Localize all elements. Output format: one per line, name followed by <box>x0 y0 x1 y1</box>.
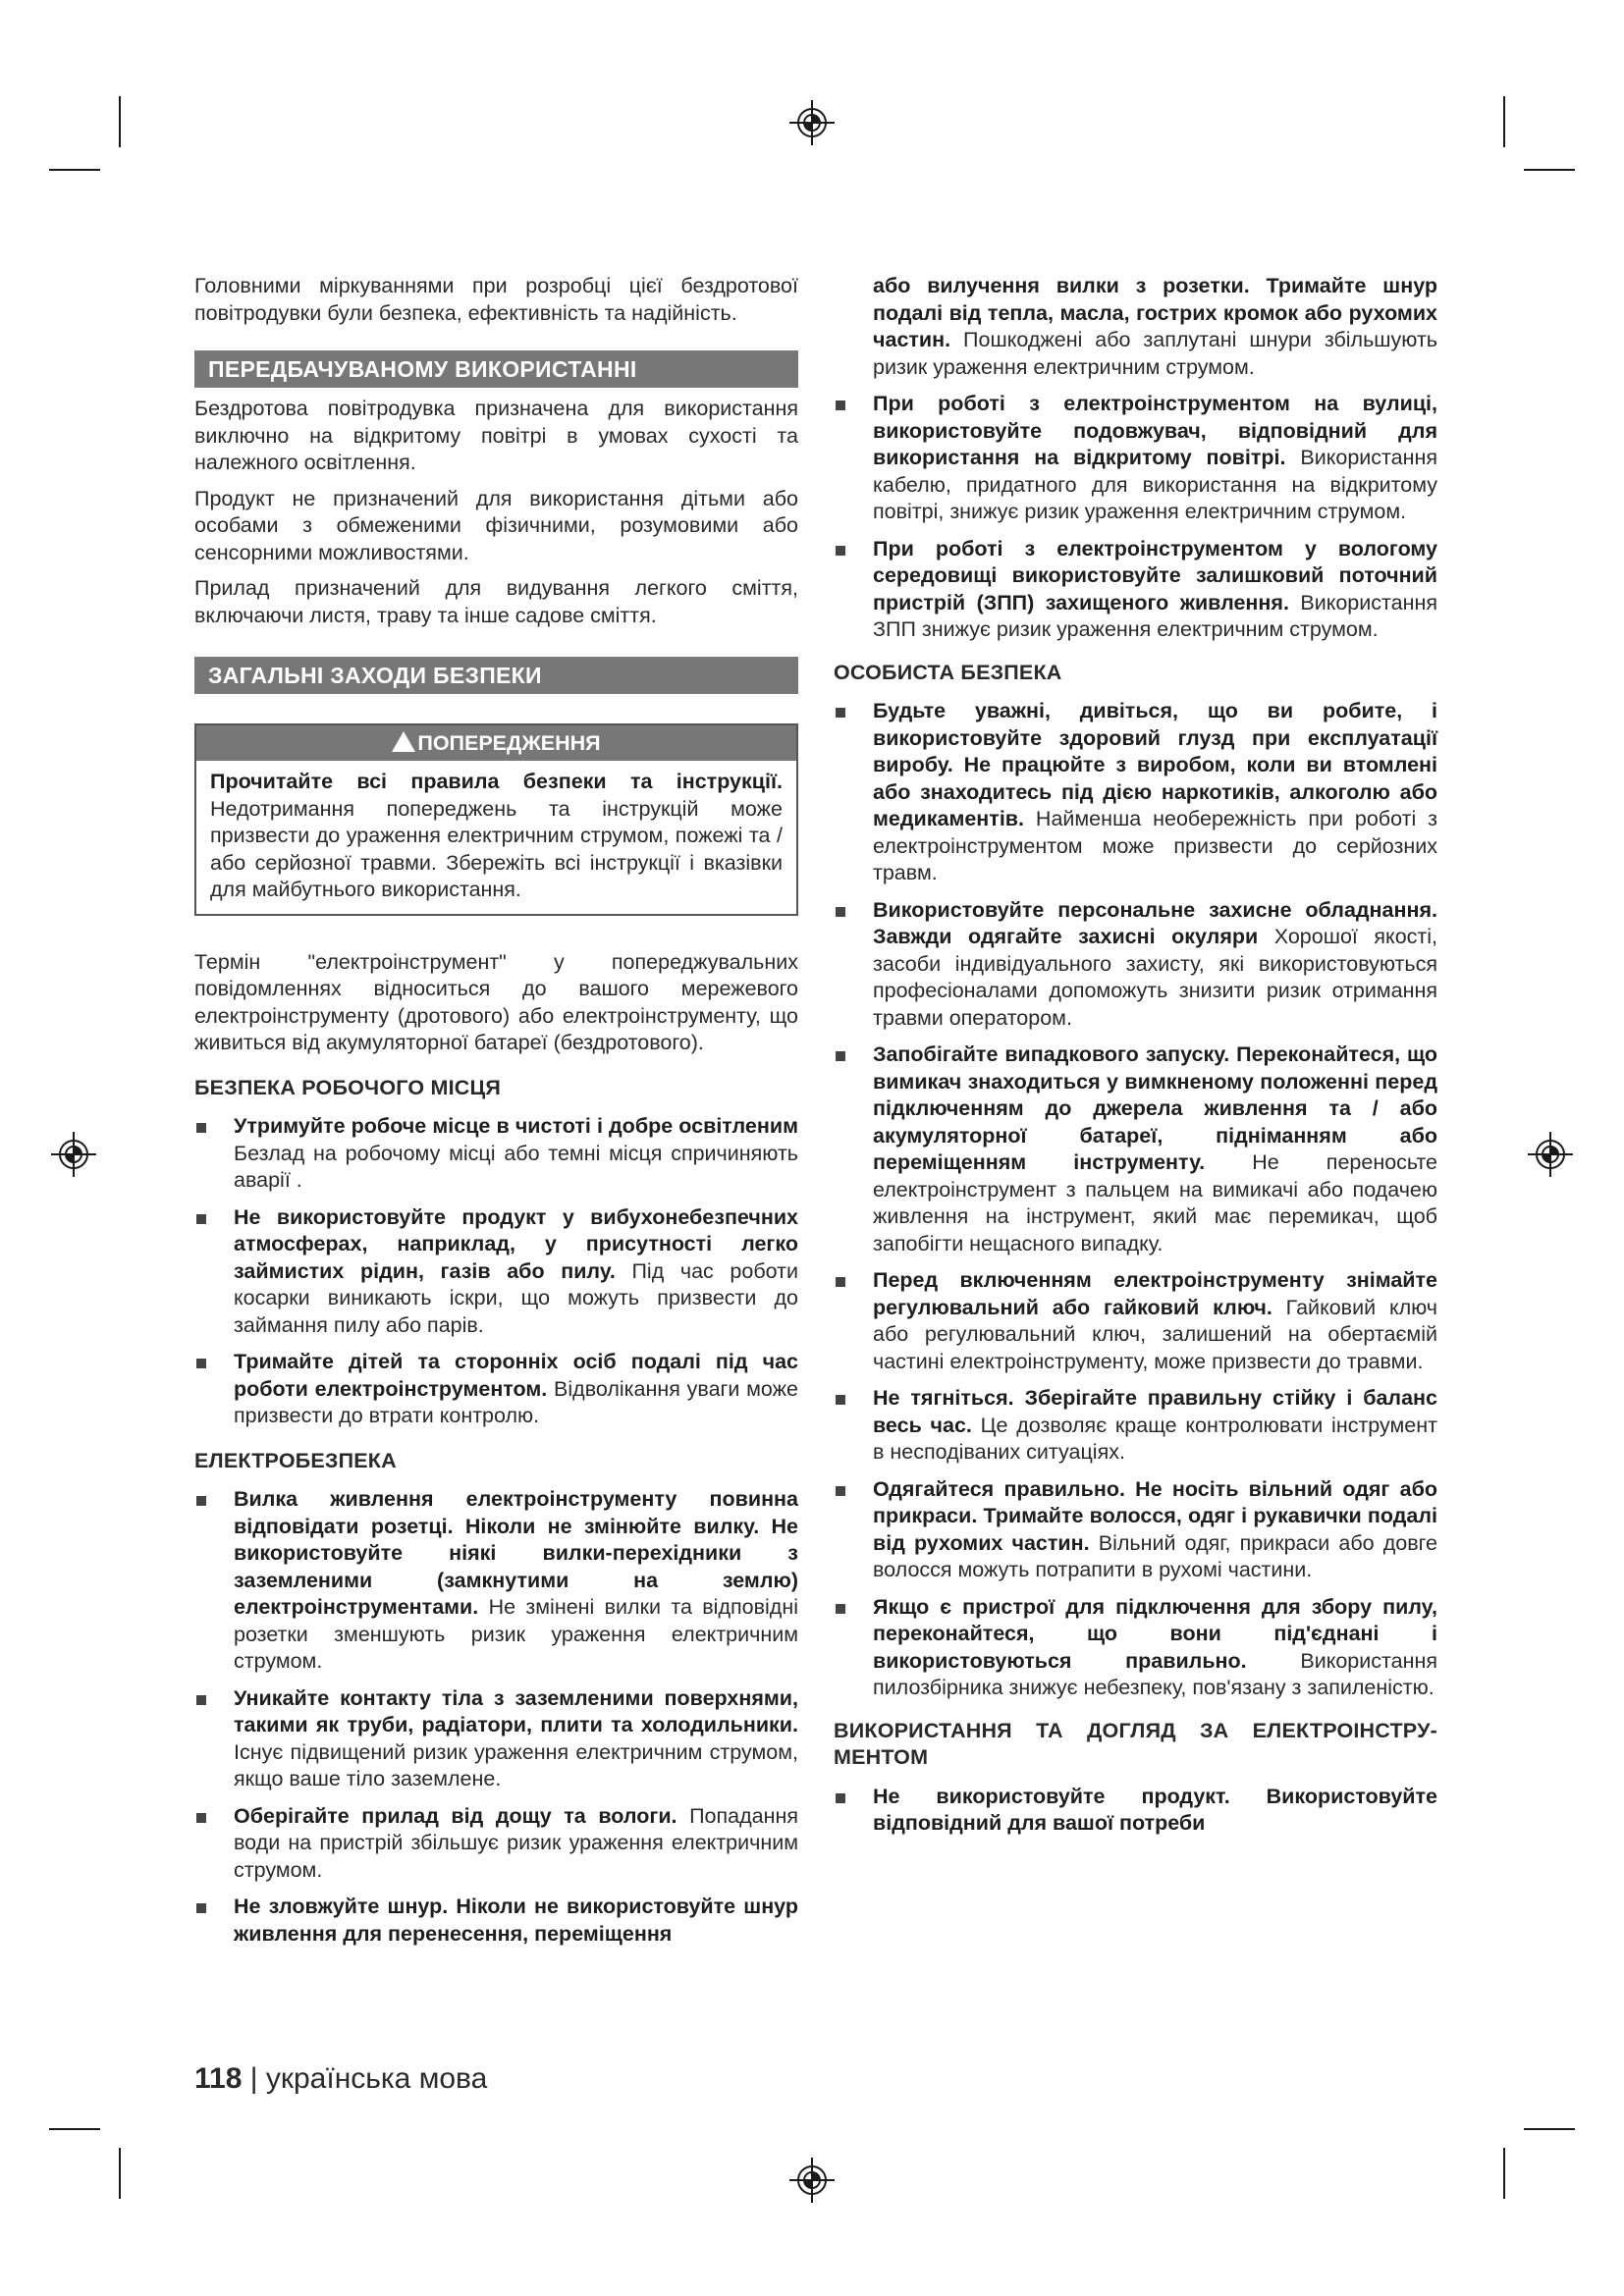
power-tool-term-paragraph: Термін "електроінструмент" у попереджувальних повідомленнях відноситься до вашого мережевого електроінструменту (дротового) або електроінструменту, що живиться від акумуляторної батареї (бездротового). <box>194 949 798 1054</box>
list-item: Якщо є пристрої для підключення для збору пилу, переконайтеся, що вони під'єднані і використовуються правильно. Використання пилозбірника знижує небезпеку, пов'язану з запиленістю. <box>834 1594 1437 1702</box>
list-item: При роботі з електроінструментом у вологому середовищі використовуйте залишковий поточний пристрій (ЗПП) захищеного живлення. Використання ЗПП знижує ризик ураження електричним струмом. <box>834 536 1437 644</box>
list-item: Будьте уважні, дивіться, що ви робите, і використовуйте здоровий глузд при експлуатації виробу. Не працюйте з виробом, коли ви втомлені або знаходитесь під дією наркотиків, алкоголю або медикаментів. Найменша необережність при роботі з електроінструментом може призвести до серйозних травм. <box>834 698 1437 887</box>
list-item: Перед включенням електроінструменту знімайте регулювальний або гайковий ключ. Гайковий ключ або регулювальний ключ, залишений на обертаємій частині електроінструменту, може призвести до травми. <box>834 1267 1437 1375</box>
list-item: Одягайтеся правильно. Не носіть вільний одяг або прикраси. Тримайте волосся, одяг і рукавички подалі від рухомих частин. Вільний одяг, прикраси або довге волосся можуть потрапити в рухомі частини. <box>834 1476 1437 1584</box>
list-item: Уникайте контакту тіла з заземленими поверхнями, такими як труби, радіатори, плити та холодильники. Існує підвищений ризик ураження електричним струмом, якщо ваше тіло заземлене. <box>194 1685 798 1793</box>
list-item: Не використовуйте продукт. Використовуйте відповідний для вашої потреби <box>834 1784 1437 1838</box>
tool-use-list <box>834 1784 1437 1838</box>
left-column <box>194 273 798 1957</box>
page-number: 118 <box>194 2062 243 2095</box>
continued-list-text: або вилучення вилки з розетки. Тримайте шнур подалі від тепла, масла, гострих кромок або рухомих частин. Пошкоджені або заплутані шнури збільшують ризик ураження електричним струмом. <box>873 274 1437 379</box>
workplace-safety-list <box>194 1113 798 1430</box>
registration-mark-icon <box>789 100 835 145</box>
warning-triangle-icon <box>392 731 415 752</box>
registration-mark-icon <box>51 1132 96 1177</box>
subheading-electrical-safety: ЕЛЕКТРОБЕЗПЕКА <box>194 1448 397 1472</box>
crop-mark <box>1524 2128 1575 2130</box>
warning-header <box>196 725 796 761</box>
list-item: Використовуйте персональне захисне обладнання. Завжди одягайте захисні окуляри Хорошої якості, засоби індивідуального захисту, які використовуються професіоналами допоможуть знизити ризик отримання травми оператором. <box>834 897 1437 1033</box>
list-item: Не зловжуйте шнур. Ніколи не використовуйте шнур живлення для перенесення, переміщення <box>194 1894 798 1948</box>
list-item: Не тягніться. Зберігайте правильну стійку і баланс весь час. Це дозволяє краще контролювати інструмент в несподіваних ситуаціях. <box>834 1385 1437 1467</box>
registration-mark-icon <box>789 2158 835 2203</box>
electrical-safety-list <box>194 1486 798 1948</box>
personal-safety-list <box>834 698 1437 1702</box>
intended-use-paragraph: Прилад призначений для видування легкого сміття, включаючи листя, траву та інше садове сміття. <box>194 576 798 627</box>
warning-box <box>194 723 798 916</box>
list-item: Не використовуйте продукт у вибухонебезпечних атмосферах, наприклад, у присутності легко займистих рідин, газів або пилу. Під час роботи косарки виникають іскри, що можуть призвести до займання пилу або парів. <box>194 1204 798 1340</box>
crop-mark <box>119 96 121 147</box>
list-item: Утримуйте робоче місце в чистоті і добре освітленим Безлад на робочому місці або темні місця спричиняють аварії . <box>194 1113 798 1195</box>
list-item: Тримайте дітей та сторонніх осіб подалі під час роботи електроінструментом. Відволікання уваги може призвести до втрати контролю. <box>194 1349 798 1430</box>
list-item: Оберігайте прилад від дощу та вологи. Попадання води на пристрій збільшує ризик ураження електричним струмом. <box>194 1803 798 1885</box>
crop-mark <box>49 169 100 171</box>
page-footer <box>194 2062 487 2096</box>
warning-title: ПОПЕРЕДЖЕННЯ <box>417 731 601 755</box>
intended-use-paragraph: Продукт не призначений для використання дітьми або особами з обмеженими фізичними, розумовими або сенсорними можливостями. <box>194 486 798 564</box>
footer-separator: | <box>242 2062 266 2095</box>
list-item: При роботі з електроінструментом на вулиці, використовуйте подовжувач, відповідний для використання на відкритому повітрі. Використання кабелю, придатного для використання на відкритому повітрі, знижує ризик ураження електричним струмом. <box>834 391 1437 526</box>
subheading-workplace-safety: БЕЗПЕКА РОБОЧОГО МІСЦЯ <box>194 1075 502 1099</box>
footer-language: українська мова <box>265 2062 488 2095</box>
section-heading-general-safety: ЗАГАЛЬНІ ЗАХОДИ БЕЗПЕКИ <box>194 657 798 694</box>
crop-mark <box>1503 96 1505 147</box>
section-heading-intended-use: ПЕРЕДБАЧУВАНОМУ ВИКОРИСТАННІ <box>194 350 798 388</box>
subheading-personal-safety: ОСОБИСТА БЕЗПЕКА <box>834 660 1062 684</box>
crop-mark <box>1524 169 1575 171</box>
list-item: Запобігайте випадкового запуску. Переконайтеся, що вимикач знаходиться у вимкненому положенні перед підключенням до джерела живлення та / або акумуляторної батареї, підніманням або переміщенням інструменту. Не переносьте електроінструмент з пальцем на вимикачі або подачею живлення на інструмент, який має перемикач, щоб запобігти нещасного випадку. <box>834 1041 1437 1257</box>
electrical-safety-list-continued <box>834 391 1437 644</box>
crop-mark <box>49 2128 100 2130</box>
list-item: Вилка живлення електроінструменту повинна відповідати розетці. Ніколи не змінюйте вилку. Не використовуйте ніякі вилки-перехідники з заземленими (замкнутими на землю) електроінструментами. Не змінені вилки та відповідні розетки зменшують ризик ураження електричним струмом. <box>194 1486 798 1676</box>
crop-mark <box>119 2148 121 2199</box>
intro-paragraph: Головними міркуваннями при розробці цієї бездротової повітродувки були безпека, ефективність та надійність. <box>194 274 798 325</box>
crop-mark <box>1503 2148 1505 2199</box>
right-column <box>834 273 1437 1847</box>
registration-mark-icon <box>1528 1132 1573 1177</box>
intended-use-paragraph: Бездротова повітродувка призначена для використання виключно на відкритому повітрі в умовах сухості та належного освітлення. <box>194 397 798 474</box>
warning-text: Прочитайте всі правила безпеки та інструкції. Недотримання попереджень та інструкцій може призвести до ураження електричним струмом, пожежі та / або серйозної травми. Збережіть всі інструкції і вказівки для майбутнього використання. <box>210 770 783 901</box>
subheading-tool-use-and-care: ВИКОРИСТАННЯ ТА ДОГЛЯД ЗА ЕЛЕКТРОІНСТРУ-МЕНТОМ <box>834 1718 1437 1769</box>
